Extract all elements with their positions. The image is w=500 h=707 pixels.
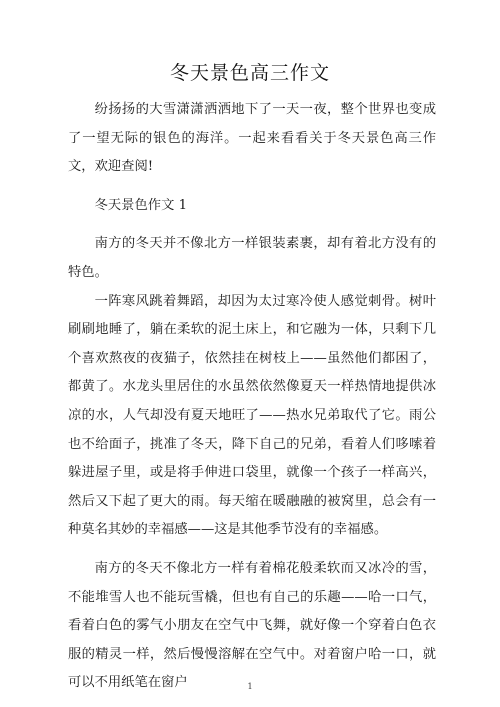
intro-paragraph: 纷扬扬的大雪潇潇洒洒地下了一天一夜，整个世界也变成了一望无际的银色的海洋。一起来看看关于冬天景色高三作文，欢迎查阅! (68, 102, 436, 175)
paragraph-1: 南方的冬天并不像北方一样银装素裹，却有着北方没有的特色。 (68, 236, 436, 280)
document-body (68, 96, 436, 698)
spacer (68, 545, 436, 555)
paragraph-2: 一阵寒风跳着舞蹈，却因为太过寒冷使人感觉刺骨。树叶刷刷地睡了，躺在柔软的泥土床上，和它融为一体，只剩下几个喜欢熬夜的夜猫子，依然挂在树枝上——虽然他们都困了，都黄了。水龙头里居住的水虽然依然像夏天一样热情地提供冰凉的水，人气却没有夏天地旺了——热水兄弟取代了它。雨公也不给面子，挑准了冬天，降下自己的兄弟，看着人们哆嗦着躲进屋子里，或是将手伸进口袋里，就像一个孩子一样高兴，然后又下起了更大的雨。每天缩在暖融融的被窝里，总会有一种莫名其妙的幸福感——这是其他季节没有的幸福感。 (68, 293, 436, 538)
page-number: 1 (247, 682, 253, 691)
section-heading: 冬天景色作文 1 (94, 197, 188, 213)
document-title: 冬天景色高三作文 (169, 62, 330, 84)
spacer (68, 220, 436, 230)
spacer (68, 182, 436, 192)
paragraph-3: 南方的冬天不像北方一样有着棉花般柔软而又冰冷的雪，不能堆雪人也不能玩雪橇，但也有自己的乐趣——哈一口气，看着白色的雾气小朋友在空气中飞舞，就好像一个穿着白色衣服的精灵一样，然后慢慢溶解在空气中。对着窗户哈一口，就可以不用纸笔在窗户 (68, 560, 436, 691)
